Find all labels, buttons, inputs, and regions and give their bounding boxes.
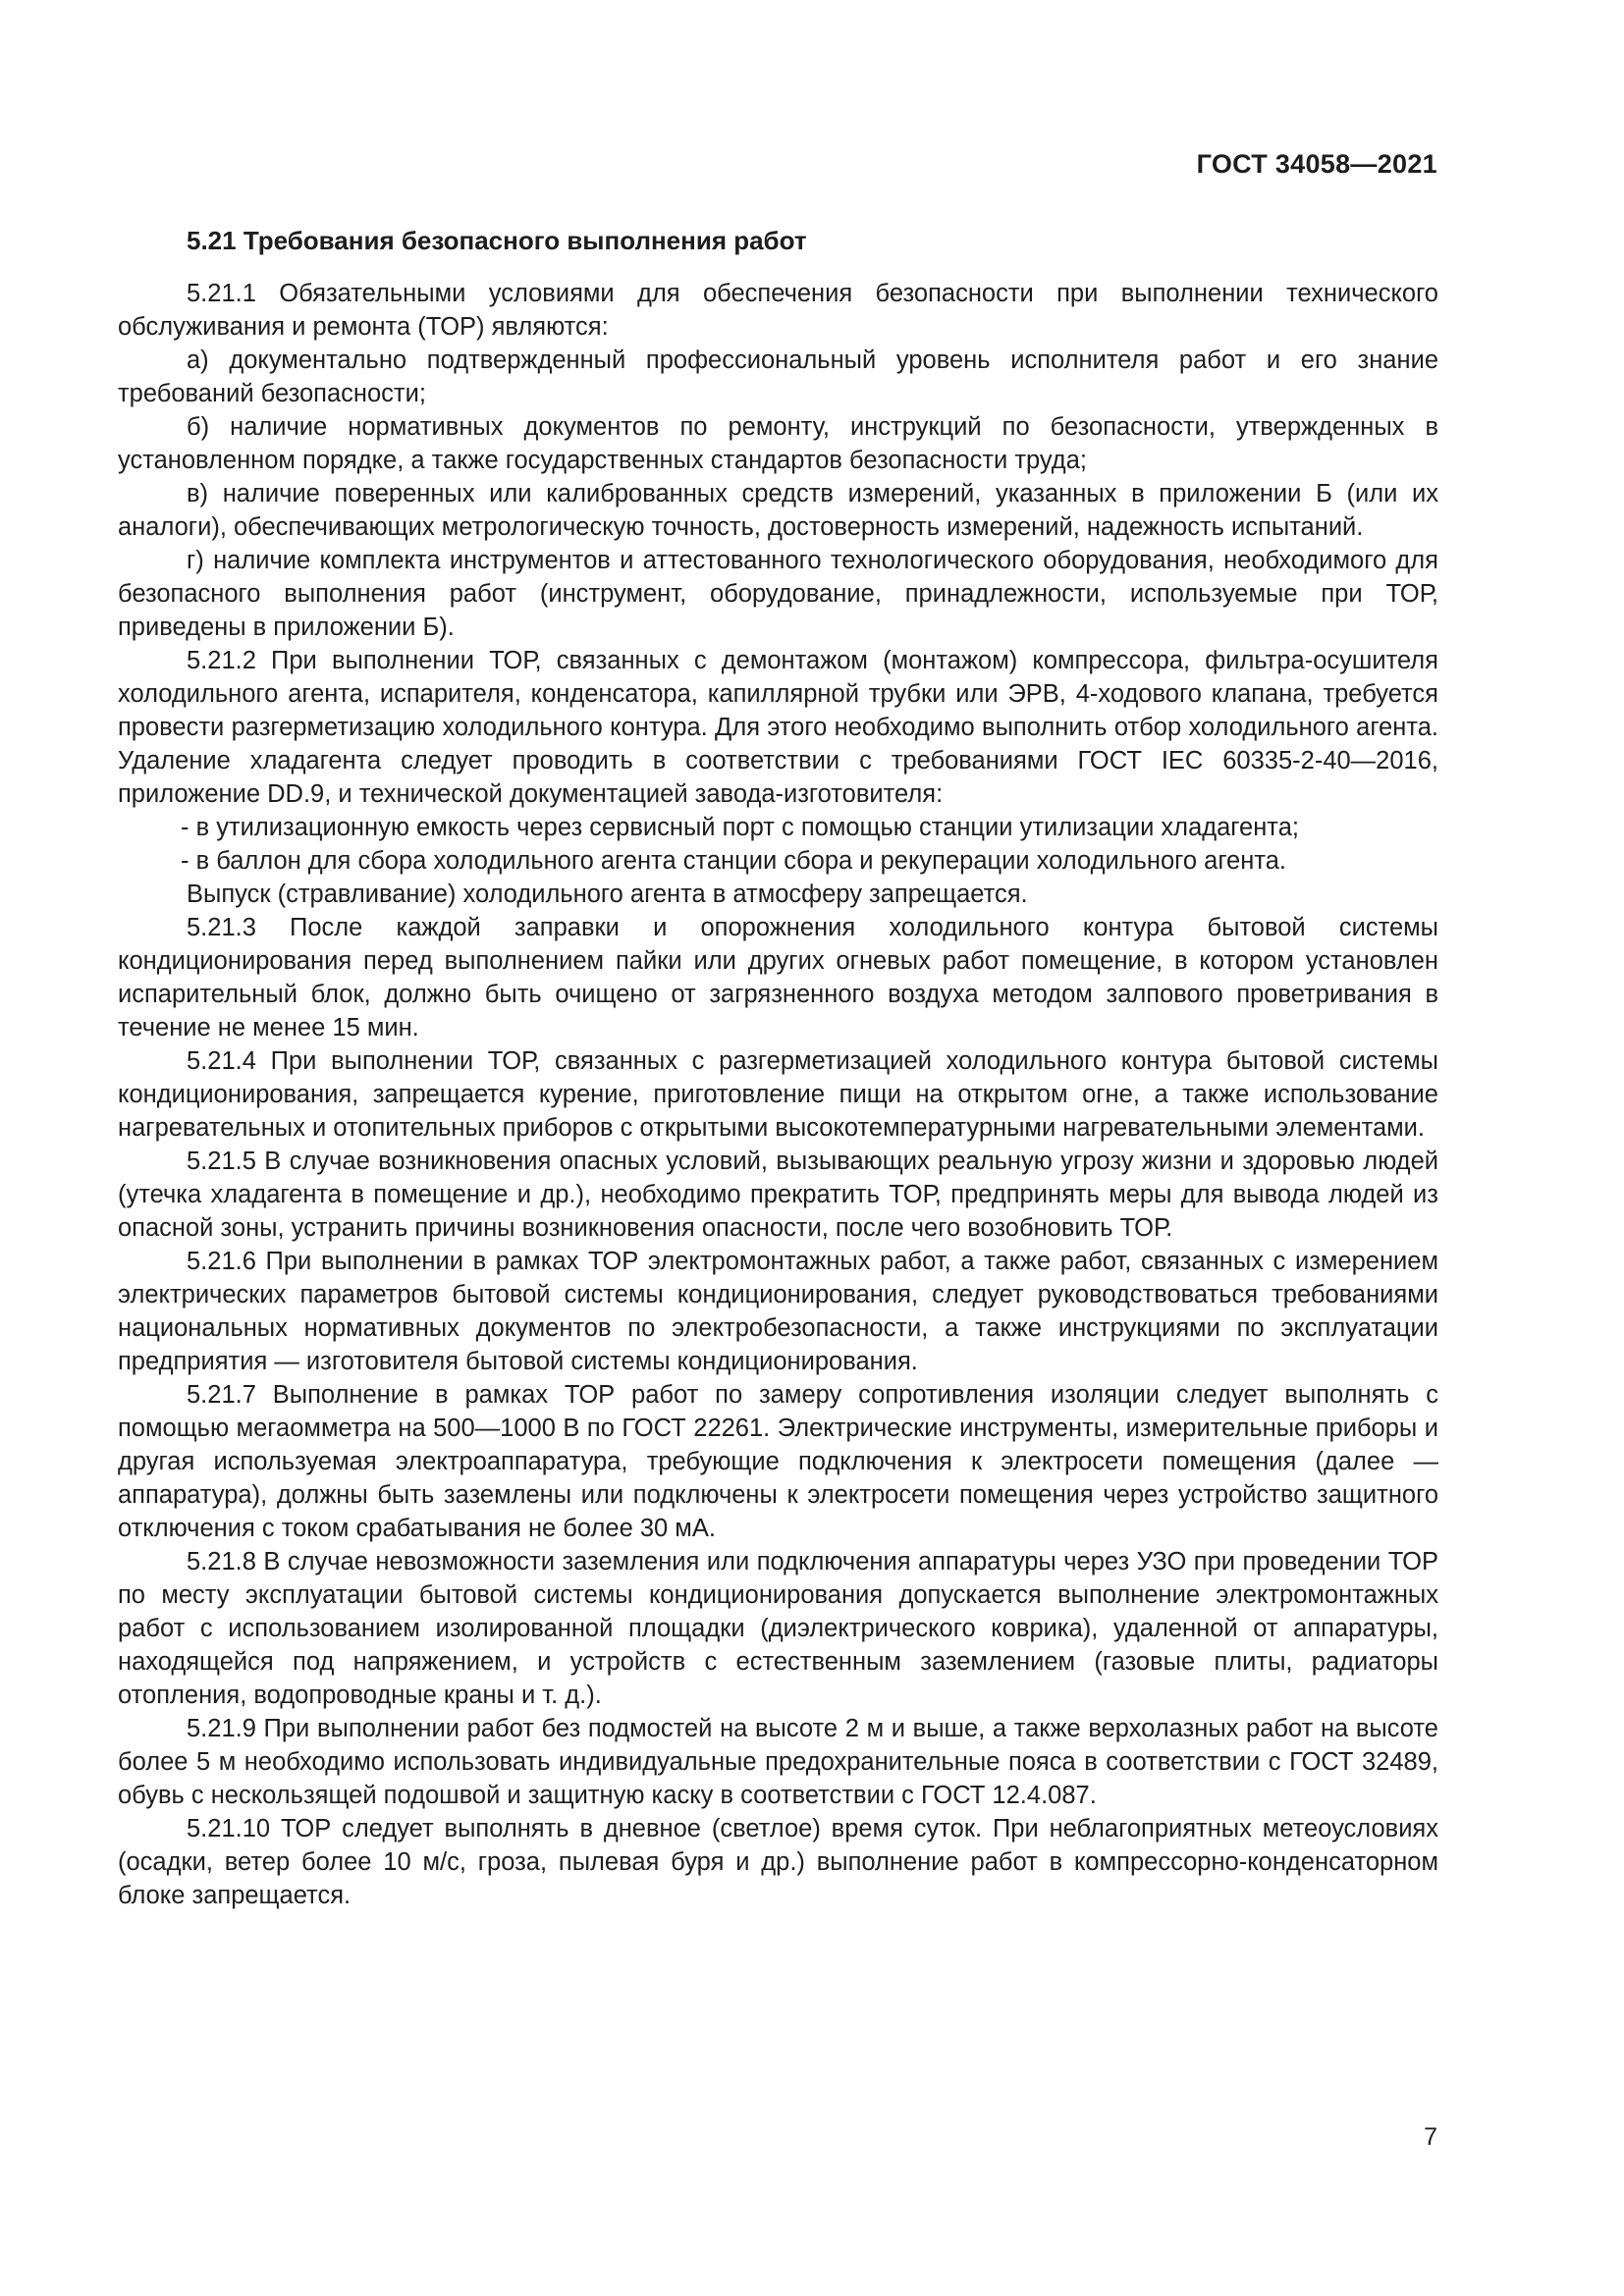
paragraph-5-21-4: 5.21.4 При выполнении ТОР, связанных с разгерметизацией холодильного контура бытовой системы кондиционирования, запрещается курение, приготовление пищи на открытом огне, а также использование нагревательных и отопительных приборов с открытыми высокотемпературными нагревательными элементами. [118,1047,1438,1142]
list-item-g: г) наличие комплекта инструментов и аттестованного технологического оборудования, необходимого для безопасного выполнения работ (инструмент, оборудование, принадлежности, используемые при ТОР, приведены в приложении Б). [118,547,1438,641]
paragraph-5-21-8: 5.21.8 В случае невозможности заземления или подключения аппаратуры через УЗО при проведении ТОР по месту эксплуатации бытовой системы кондиционирования допускается выполнение электромонтажных работ с использованием изолированной площадки (диэлектрического коврика), удаленной от аппаратуры, находящейся под напряжением, и устройств с естественным заземлением (газовые плиты, радиаторы отопления, водопроводные краны и т. д.). [118,1548,1438,1709]
document-code: ГОСТ 34058—2021 [1196,149,1437,179]
dash-item-recovery-container: - в утилизационную емкость через сервисный порт с помощью станции утилизации хладагента; [181,814,1299,841]
list-item-b: б) наличие нормативных документов по ремонту, инструкций по безопасности, утвержденных в установленном порядке, а также государственных стандартов безопасности труда; [118,413,1438,474]
page-number: 7 [1424,2123,1437,2151]
paragraph-5-21-10: 5.21.10 ТОР следует выполнять в дневное (светлое) время суток. При неблагоприятных метеоусловиях (осадки, ветер более 10 м/с, гроза, пылевая буря и др.) выполнение работ в компрессорно-конденсаторном блоке запрещается. [118,1815,1438,1909]
list-item-v: в) наличие поверенных или калиброванных средств измерений, указанных в приложении Б (или их аналоги), обеспечивающих метрологическую точность, достоверность измерений, надежность испытаний. [118,480,1438,541]
dash-item-recovery-cylinder: - в баллон для сбора холодильного агента станции сбора и рекуперации холодильного агента. [181,847,1286,875]
list-item-a: а) документально подтвержденный профессиональный уровень исполнителя работ и его знание требований безопасности; [118,347,1438,407]
paragraph-5-21-5: 5.21.5 В случае возникновения опасных условий, вызывающих реальную угрозу жизни и здоровью людей (утечка хладагента в помещение и др.), необходимо прекратить ТОР, предпринять меры для вывода людей из опасной зоны, устранить причины возникновения опасности, после чего возобновить ТОР. [118,1148,1438,1242]
section-title: 5.21 Требования безопасного выполнения работ [187,226,807,255]
paragraph-5-21-6: 5.21.6 При выполнении в рамках ТОР электромонтажных работ, а также работ, связанных с измерением электрических параметров бытовой системы кондиционирования, следует руководствоваться требованиями национальных нормативных документов по электробезопасности, а также инструкциями по эксплуатации предприятия — изготовителя бытовой системы кондиционирования. [118,1248,1438,1375]
section-body [118,277,1438,1912]
paragraph-5-21-9: 5.21.9 При выполнении работ без подмостей на высоте 2 м и выше, а также верхолазных работ на высоте более 5 м необходимо использовать индивидуальные предохранительные пояса в соответствии с ГОСТ 32489, обувь с нескользящей подошвой и защитную каску в соответствии с ГОСТ 12.4.087. [118,1715,1438,1809]
paragraph-5-21-7: 5.21.7 Выполнение в рамках ТОР работ по замеру сопротивления изоляции следует выполнять с помощью мегаомметра на 500—1000 В по ГОСТ 22261. Электрические инструменты, измерительные приборы и другая используемая электроаппаратура, требующие подключения к электросети помещения (далее — аппаратура), должны быть заземлены или подключены к электросети помещения через устройство защитного отключения с током срабатывания не более 30 мА. [118,1381,1438,1542]
paragraph-5-21-3: 5.21.3 После каждой заправки и опорожнения холодильного контура бытовой системы кондиционирования перед выполнением пайки или других огневых работ помещение, в котором установлен испарительный блок, должно быть очищено от загрязненного воздуха методом залпового проветривания в течение не менее 15 мин. [118,914,1438,1041]
paragraph-release-prohibited: Выпуск (стравливание) холодильного агента в атмосферу запрещается. [187,881,1028,908]
paragraph-5-21-2: 5.21.2 При выполнении ТОР, связанных с демонтажом (монтажом) компрессора, фильтра-осушителя холодильного агента, испарителя, конденсатора, капиллярной трубки или ЭРВ, 4-ходового клапана, требуется провести разгерметизацию холодильного контура. Для этого необходимо выполнить отбор холодильного агента. Удаление хладагента следует проводить в соответствии с требованиями ГОСТ IEC 60335-2-40—2016, приложение DD.9, и технической документацией завода-изготовителя: [118,647,1438,808]
paragraph-5-21-1: 5.21.1 Обязательными условиями для обеспечения безопасности при выполнении технического обслуживания и ремонта (ТОР) являются: [118,280,1438,341]
